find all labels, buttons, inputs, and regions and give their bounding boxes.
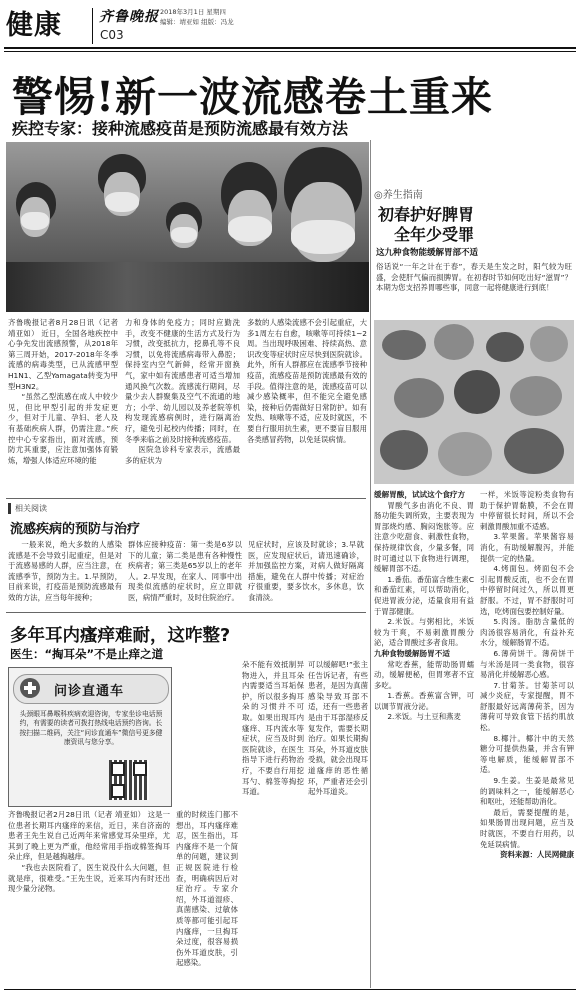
related-column-3 <box>248 540 364 604</box>
ear-title: 多年耳内瘙痒难耐，这咋整? <box>10 626 231 646</box>
herbs-photo <box>374 320 574 484</box>
page-number: C03 <box>100 28 124 42</box>
related-label <box>8 503 47 514</box>
ear-column-4 <box>308 660 368 986</box>
sidebar-paragraph: 4.烤面包。烤面包不会引起胃酸反流，也不会在胃中停留时间过久，所以胃更舒服。不过，胃不舒服时可选，吃烤面包要控制好量。 <box>480 564 574 616</box>
lead-paragraph: 多数的人感染流感不会引起重症，大多1周左右自愈，咳嗽等可持续1~2周。当出现呼吸困难、持续高热、意识改变等症状时应尽快到医院就诊。此外，所有人群都应在流感季节接种疫苗，流感疫苗是预防流感最有效的手段。值得注意的是，流感疫苗可以减少感染概率，但不能完全避免感染，接种后仍需做好日常防护。如有发热、咳嗽等不适，应及时就医，不要自行服用抗生素，更不要盲目服用各类感冒药物，以免延误病情。 <box>247 318 367 444</box>
ear-paragraph: 齐鲁晚报记者2月28日讯（记者 靖亚如） 这是一位患者长期耳内瘙痒的来信，近日，来自济南的患者王先生说自己近两年来常感觉耳朵里痒，尤其到了晚上更为严重，他经常用手指或棉签掏耳朵止痒，但是越掏越痒。 <box>8 810 170 862</box>
lead-column-3 <box>247 318 367 496</box>
ear-paragraph: “我也去医院看了，医生说没什么大问题，但就是痒，很难受。”王先生说，近来耳内有时还出现少量分泌物。 <box>8 862 170 894</box>
lead-paragraph: 医院急诊科专家表示，流感最多的症状为 <box>125 445 240 465</box>
sidebar-column-a <box>374 490 474 985</box>
issue-date: 2018年3月1日 星期四 <box>160 8 226 16</box>
sidebar-label: ◎养生指南 <box>374 190 423 201</box>
masthead-rule <box>4 47 576 49</box>
sidebar-paragraph: 胃酸气多由消化不良、胃肠功能失调所致，主要表现为胃部烧灼感、胸闷饱胀等。应注意少吃甜食、刺激性食物，保持规律饮食，少量多餐，同时可通过以下食物进行调理，缓解胃部不适。 <box>374 500 474 574</box>
sidebar-column-b <box>480 490 574 985</box>
sidebar-paragraph: 1.番茄。番茄富含维生素C和番茄红素，可以帮助消化，促进胃液分泌，适量食用有益于胃部健康。 <box>374 574 474 616</box>
masthead-rule-thin <box>4 51 576 52</box>
related-column-2 <box>128 540 242 604</box>
sidebar-paragraph: 1.香蕉。香蕉富含钾，可以调节胃液分泌。 <box>374 691 474 711</box>
ear-column-3 <box>242 660 304 986</box>
related-paragraph: 见症状时，应该及时就诊；3.早就医，应发现症状后，请迅速确诊，并加强监控方案，对病人做好隔离措施，避免在人群中传播；对症治疗很重要，要多饮水，多休息，饮食清淡。 <box>248 540 364 602</box>
sidebar-paragraph: 9.生姜。生姜是最常见的调味料之一，能缓解恶心和呕吐，还能帮助消化。 <box>480 776 574 807</box>
related-paragraph: 一般来说，绝大多数的人感染流感是不会导致引起重症，但是对于流感易感的人群，应当注意，在流感季节，预防为主。1.早预防，目前来说，打疫苗是预防流感最有效的方法，应当每年接种； <box>8 540 122 602</box>
sidebar-section-heading: 缓解胃酸，试试这个食疗方 <box>374 490 466 499</box>
qr-code <box>109 760 149 800</box>
lead-paragraph: 齐鲁晚报记者8月28日讯（记者 靖亚如） 近日，全国各地疾控中心争先发出流感预警，从2018年第三周开始，2017-2018年冬季流感的病毒类型，已从流感甲型H1N1、乙型Yamagata转变为甲型H3N2。 <box>8 318 118 391</box>
sidebar-paragraph: 最后，需要提醒的是，如果肠胃出现问题，应当及时就医，不要自行用药，以免延误病情。 <box>480 807 574 849</box>
lead-photo <box>6 142 369 312</box>
section-title: 健康 <box>6 10 62 41</box>
masthead-divider <box>92 8 93 44</box>
red-cross-icon <box>20 678 40 698</box>
lead-subhead: 疾控专家：接种流感疫苗是预防流感最有效方法 <box>12 119 349 138</box>
editors-line: 编辑：靖亚如 组版：冯龙 <box>160 18 234 26</box>
lead-paragraph: 力和身体的免疫力；同时应勤洗手，改变不健康的生活方式及行为习惯，改变抵抗力，挖鼻孔等不良习惯，以免将流感病毒带入鼻腔；保持室内空气新鲜，经常开窗换气，家中如有流感患者可适当增加通风换气次数。流感流行期间，尽量少去人群聚集及空气不流通的地方；小学、幼儿园以及养老院等机构发现流感病例时，进行隔离治疗，避免引起校内传播；同时，在冬季来临之前及时接种流感疫苗。 <box>125 318 240 444</box>
lead-column-1 <box>8 318 118 496</box>
source-credit: 资料来源：人民网健康 <box>500 850 574 860</box>
ear-column-2 <box>176 810 238 986</box>
ear-paragraph: 可以缓解吧!”张主任告诉记者，有些患者，是因为真菌感染导致耳部不适，还有一些患者是由于耳部湿疹反复发作，需要长期治疗。如果长期掏耳朵，外耳道皮肤受损，就会出现耳道瘙痒的恶性循环，严重者还会引起外耳道炎。 <box>308 660 368 797</box>
bottom-rule <box>4 989 576 990</box>
consult-title: 问诊直通车 <box>54 684 125 699</box>
lead-column-2 <box>125 318 240 496</box>
sidebar-paragraph: 一样，米饭等淀粉类食物有助于保护胃黏膜，不会在胃中停留很长时间，所以不会刺激胃酸加重不适感。 <box>480 490 574 531</box>
related-paragraph: 群体应接种疫苗：第一类是6岁以下的儿童；第二类是患有各种慢性疾病者；第三类是65岁以上的老年人。2.早发现，在家人、同事中出现类似流感的症状时，应立即就医，病情严重时，及时住院治疗。 <box>128 540 242 602</box>
sidebar-paragraph: 2.米饭。与土豆和燕麦 <box>387 712 461 722</box>
lead-paragraph: “虽然乙型流感在成人中较少见，但比甲型引起的并发症更少，但对于儿童、孕妇、老人及有基础疾病人群，仍需注意。”疾控中心专家指出，面对流感，预防尤其重要，应注意加强体育锻炼，增强人体适应环境的能 <box>8 392 118 465</box>
ear-subtitle: 医生：“掏耳朵”不是止痒之道 <box>10 647 164 661</box>
ear-paragraph: 重的时候连门都不想出，耳内瘙痒难忍，医生指出，耳内瘙痒不是一个简单的问题，建议到正规医院进行检查，明确病因后对症治疗。专家介绍，外耳道湿疹、真菌感染、过敏体质等都可能引起耳内瘙痒，一旦掏耳朵过度，很容易损伤外耳道皮肤，引起感染。 <box>176 810 238 968</box>
ear-paragraph: 朵不能有效抵制异物进入，并且耳朵内需要适当耳垢保护，所以很多掏耳朵的习惯并不可取。如果出现耳内瘙痒、耳内流水等症状，应当及时到医院就诊，在医生指导下进行药物治疗，不要自行用挖耳勺、棉签等掏挖耳道。 <box>242 660 304 797</box>
lead-headline: 警惕!新一波流感卷土重来 <box>12 73 493 121</box>
sidebar-intro: 俗话说“一年之计在于春”，春天是生发之时，阳气较为旺盛，会使肝气偏而损脾胃。在初春时节如何吃出好“滋胃”？本期为您支招养胃哪些事，同意一起将健康进行到底！ <box>376 262 572 293</box>
related-rule <box>6 498 366 499</box>
related-label-text: 相关阅读 <box>15 504 47 513</box>
sidebar-paragraph: 6.薄荷饼干。薄荷饼干与米汤是同一类食物，很容易消化并缓解恶心感。 <box>480 648 574 680</box>
consult-text: 头颈眼耳鼻喉科疾病欢迎咨询，专家坐诊电话预约，有需要的读者可拨打热线电话预约咨询。长按扫描二维码，关注“问诊直通车”微信号更多健康资讯与您分享。 <box>19 710 163 747</box>
related-column-1 <box>8 540 122 604</box>
sidebar-paragraph: 7.甘菊茶。甘菊茶可以减少炎症，专家提醒，胃不舒服最好远离薄荷茶，因为薄荷可导致食管下括约肌放松。 <box>480 680 574 733</box>
ear-column-1 <box>8 810 170 986</box>
sidebar-paragraph: 2.米饭。与粥相比，米饭较为干爽，不易刺激胃酸分泌，适合胃酸过多者食用。 <box>374 617 474 648</box>
sidebar-divider <box>370 140 371 988</box>
consult-box <box>8 667 172 807</box>
sidebar-title-line-2: 全年少受罪 <box>394 225 475 244</box>
newspaper-brand: 齐鲁晚报 <box>99 9 159 25</box>
ear-rule <box>6 612 366 613</box>
sidebar-subtitle: 这九种食物能缓解胃部不适 <box>376 248 479 258</box>
sidebar-section-heading: 九种食物缓解肠胃不适 <box>374 648 450 658</box>
consult-header <box>13 674 169 704</box>
sidebar-paragraph: 3.苹果酱。苹果酱容易消化，有助缓解腹泻，并能提供一定的热量。 <box>480 532 574 563</box>
sidebar-paragraph: 常吃香蕉，能帮助肠胃蠕动，缓解便秘，但胃寒者不宜多吃。 <box>374 659 474 690</box>
sidebar-paragraph: 8.椰汁。椰汁中的天然糖分可提供热量，并含有钾等电解质，能缓解胃部不适。 <box>480 733 574 775</box>
sidebar-title-line-1: 初春护好脾胃 <box>378 205 475 224</box>
related-title: 流感疾病的预防与治疗 <box>10 522 141 537</box>
sidebar-paragraph: 5.肉汤。脂肪含量低的肉汤很容易消化，有益补充水分，缓解肠胃不适。 <box>480 617 574 648</box>
